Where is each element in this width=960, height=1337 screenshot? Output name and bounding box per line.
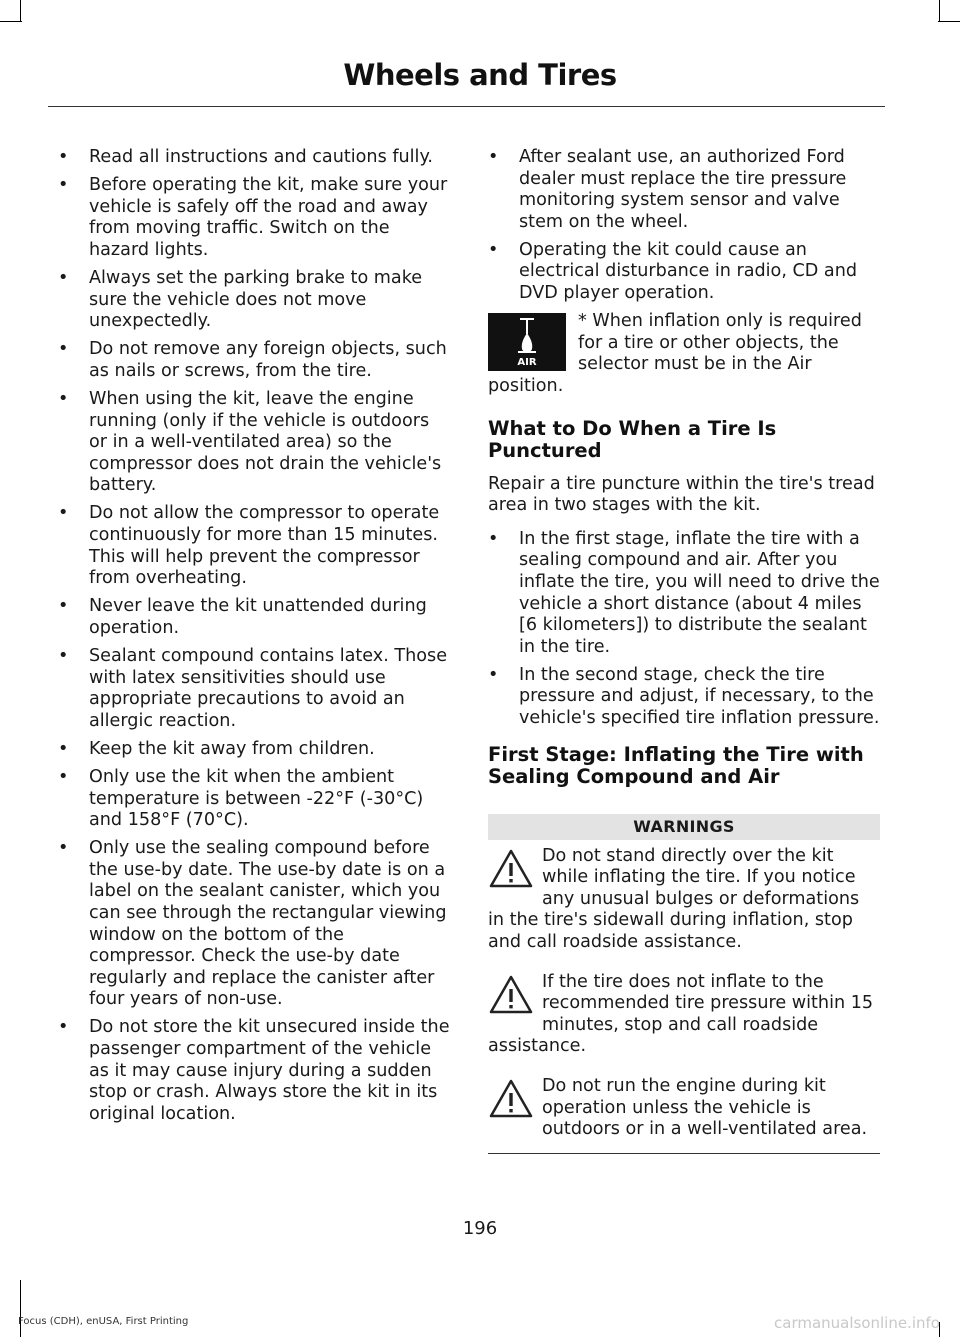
- warning-item: [488, 972, 880, 1058]
- air-icon-label: AIR: [517, 357, 537, 369]
- air-note-text: * When inflation only is required for a tire or other objects, the selector must be in the Air position.: [488, 311, 862, 396]
- warning-text: If the tire does not inflate to the recommended tire pressure within 15 minutes, stop and call roadside assistance.: [488, 971, 874, 1057]
- list-item-text: After sealant use, an authorized Ford dealer must replace the tire pressure monitoring system sensor and valve stem on the wheel.: [519, 147, 847, 232]
- crop-mark: [939, 0, 940, 22]
- list-item-text: Operating the kit could cause an electrical disturbance in radio, CD and DVD player operation.: [519, 239, 858, 304]
- bullet-glyph: •: [58, 766, 69, 787]
- bullet-glyph: •: [58, 147, 69, 167]
- air-selector-icon: [488, 313, 566, 371]
- warnings-bottom-divider: [488, 1153, 880, 1154]
- list-item: [58, 646, 450, 732]
- crop-mark: [0, 21, 22, 22]
- watermark: carmanualsonline.info: [774, 1314, 940, 1332]
- list-item-text: Never leave the kit unattended during operation.: [89, 596, 427, 638]
- list-item-text: Always set the parking brake to make sure the vehicle does not move unexpectedly.: [89, 267, 423, 332]
- sealant-notes-list: [488, 147, 880, 305]
- footer-edition-text: Focus (CDH), enUSA, First Printing: [18, 1316, 189, 1327]
- list-item-text: Read all instructions and cautions fully.: [89, 147, 433, 167]
- kit-cautions-list: [58, 147, 450, 1125]
- list-item: [58, 767, 450, 832]
- list-item: [58, 147, 450, 169]
- list-item: [488, 147, 880, 233]
- list-item-text: Only use the sealing compound before the use-by date. The use-by date is on a label on the sealant canister, which you can see through the rectangular viewing window on the bottom of the compressor. Check the use-by date regularly and replace the canister after four years of non-use.: [89, 838, 447, 1010]
- list-item: [488, 240, 880, 305]
- list-item: [58, 596, 450, 639]
- list-item-text: Before operating the kit, make sure your vehicle is safely off the road and away from moving traffic. Switch on the hazard lights.: [89, 175, 448, 260]
- page-header-title: Wheels and Tires: [343, 58, 617, 92]
- list-item: [488, 665, 880, 730]
- header-divider: [48, 106, 885, 107]
- warning-triangle-icon: [488, 974, 534, 1016]
- warnings-header: WARNINGS: [488, 814, 880, 840]
- warning-text: Do not stand directly over the kit while inflating the tire. If you notice any unusual bulges or deformations in the tire's sidewall during inflation, stop and call roadside assistance.: [488, 845, 860, 952]
- list-item: [58, 503, 450, 589]
- bullet-glyph: •: [58, 175, 69, 196]
- list-item-text: Do not remove any foreign objects, such as nails or screws, from the tire.: [89, 339, 447, 381]
- air-selector-note: [488, 311, 880, 397]
- section-intro-text: Repair a tire puncture within the tire's tread area in two stages with the kit.: [488, 473, 875, 516]
- warning-triangle-icon: [488, 1078, 534, 1120]
- list-item-text: In the second stage, check the tire pressure and adjust, if necessary, to the vehicle's specified tire inflation pressure.: [519, 664, 880, 728]
- left-column: [58, 147, 450, 1132]
- warning-text: Do not run the engine during kit operation unless the vehicle is outdoors or in a well-ventilated area.: [542, 1075, 868, 1140]
- bullet-glyph: •: [58, 267, 69, 288]
- crop-mark: [938, 21, 960, 22]
- stages-list: [488, 529, 880, 730]
- crop-mark: [20, 1280, 21, 1337]
- bullet-glyph: •: [58, 838, 69, 859]
- section-heading-first-stage: First Stage: Inflating the Tire with Sealing Compound and Air: [488, 742, 864, 788]
- bullet-glyph: •: [488, 147, 499, 167]
- right-column: [488, 147, 880, 1154]
- warning-item: [488, 846, 880, 954]
- warning-triangle-icon: [488, 848, 534, 890]
- page-number: 196: [462, 1218, 498, 1239]
- list-item: [58, 1017, 450, 1125]
- list-item: [488, 529, 880, 659]
- list-item-text: Only use the kit when the ambient temperature is between -22°F (-30°C) and 158°F (70°C).: [89, 766, 424, 831]
- bullet-glyph: •: [58, 339, 69, 360]
- bullet-glyph: •: [58, 503, 69, 524]
- list-item: [58, 339, 450, 382]
- list-item-text: Do not allow the compressor to operate continuously for more than 15 minutes. This will help prevent the compressor from overheating.: [89, 503, 440, 589]
- list-item: [58, 268, 450, 333]
- list-item-text: Keep the kit away from children.: [89, 738, 375, 759]
- bullet-glyph: •: [58, 645, 69, 666]
- bullet-glyph: •: [488, 664, 499, 685]
- bullet-glyph: •: [58, 1017, 69, 1038]
- warning-item: [488, 1076, 880, 1141]
- bullet-glyph: •: [58, 596, 69, 617]
- list-item-text: In the first stage, inflate the tire with a sealing compound and air. After you inflate the tire, you will need to drive the vehicle a short distance (about 4 miles [6 kilometers]) to distribute the sealant in the tire.: [519, 528, 880, 657]
- bullet-glyph: •: [488, 239, 499, 260]
- list-item: [58, 739, 450, 761]
- bullet-glyph: •: [58, 388, 69, 409]
- list-item-text: Sealant compound contains latex. Those with latex sensitivities should use appropriate precautions to avoid an allergic reaction.: [89, 645, 448, 731]
- list-item-text: Do not store the kit unsecured inside the passenger compartment of the vehicle as it may cause injury during a sudden stop or crash. Always store the kit in its original location.: [89, 1017, 450, 1124]
- list-item: [58, 175, 450, 261]
- list-item: [58, 389, 450, 497]
- section-heading-punctured: What to Do When a Tire Is Punctured: [488, 416, 777, 462]
- bullet-glyph: •: [488, 528, 499, 549]
- list-item-text: When using the kit, leave the engine running (only if the vehicle is outdoors or in a well-ventilated area) so the compressor does not drain the vehicle's battery.: [89, 388, 442, 496]
- list-item: [58, 838, 450, 1011]
- bullet-glyph: •: [58, 738, 69, 759]
- crop-mark: [20, 0, 21, 22]
